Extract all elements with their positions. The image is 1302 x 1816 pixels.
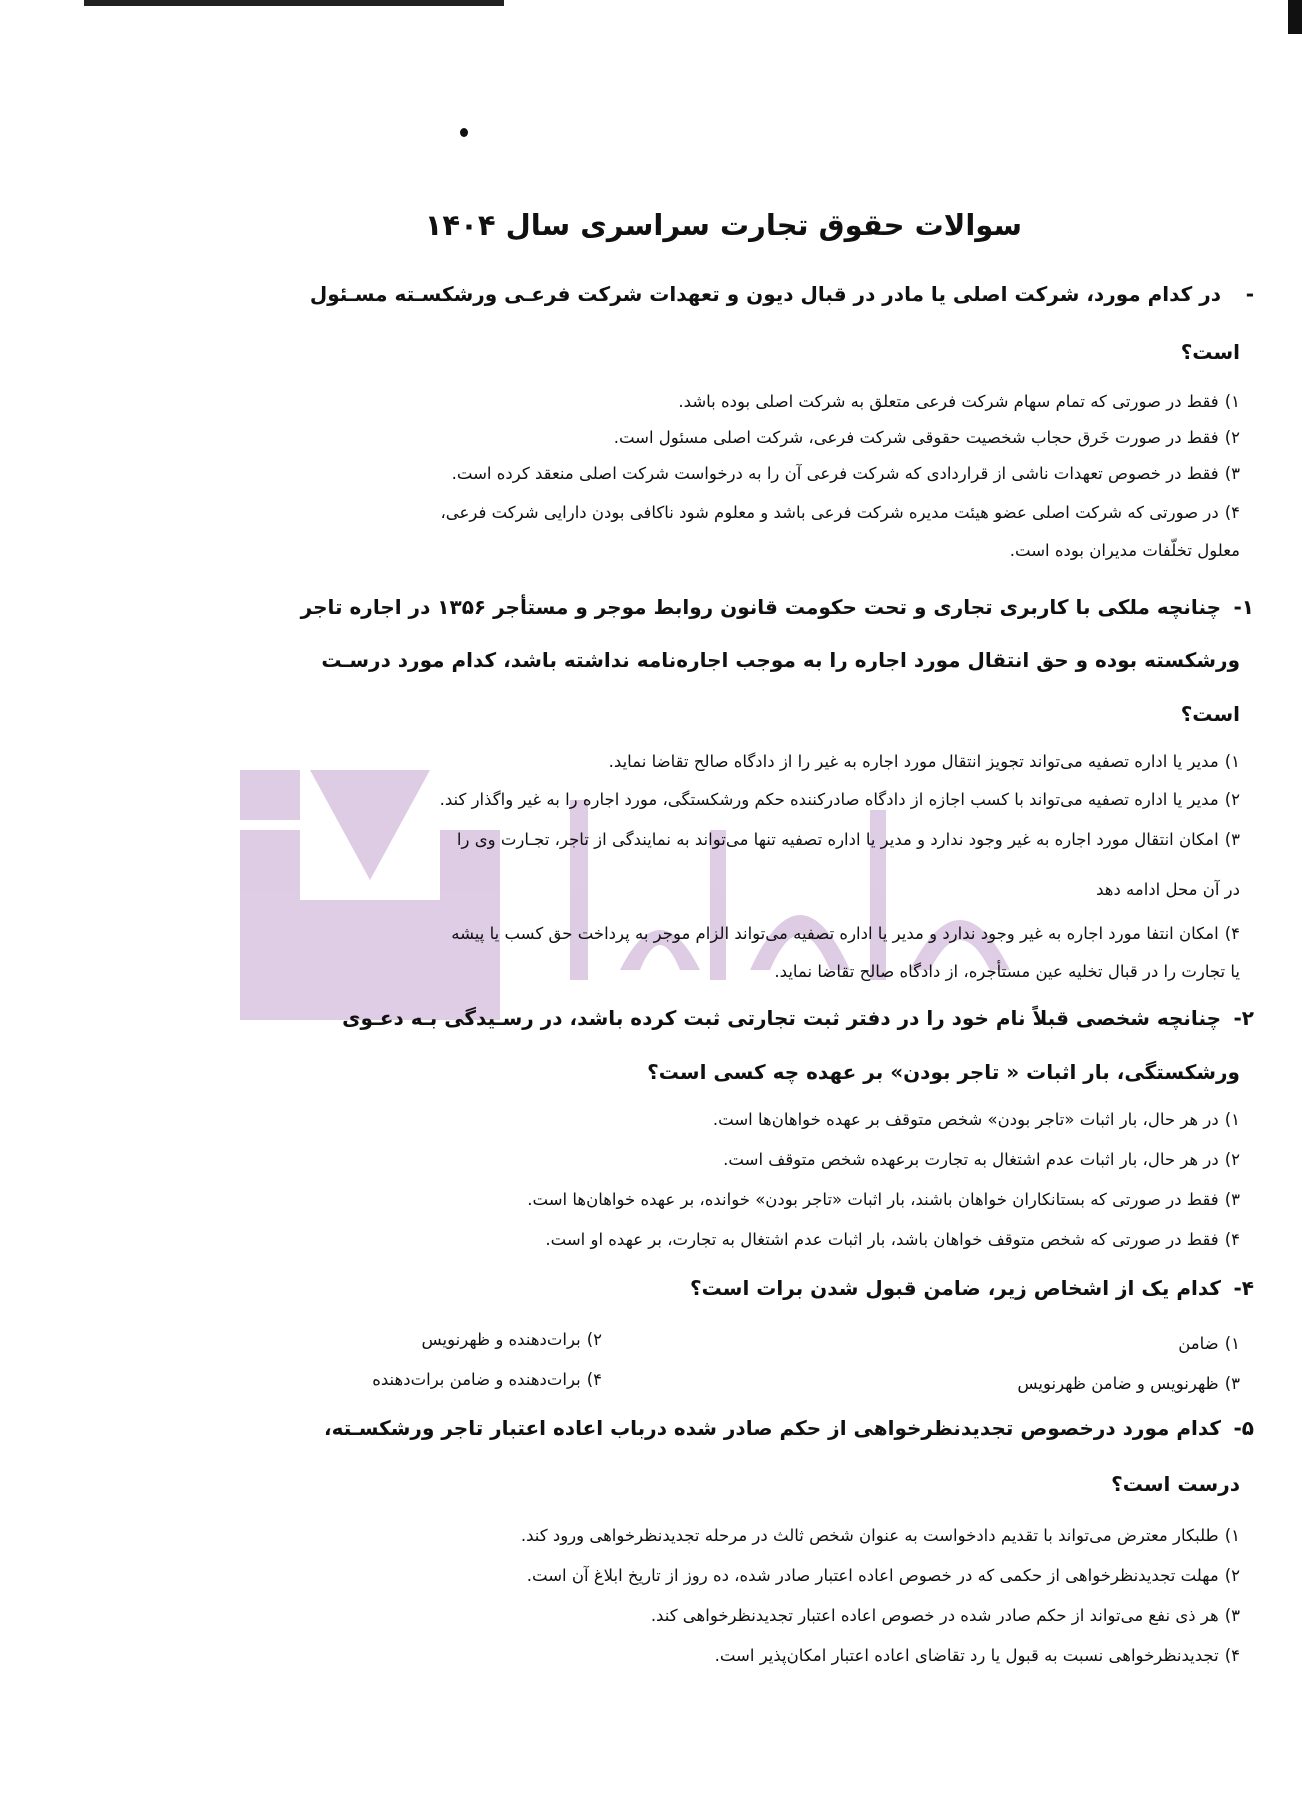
option-3: ۳)فقط در صورتی که بستانکاران خواهان باشند، بار اثبات «تاجر بودن» خوانده، بر عهده خواهان‌ها است. xyxy=(527,1190,1240,1209)
question-text: چنانچه ملکی با کاربری تجاری و تحت حکومت قانون روابط موجر و مستأجر ۱۳۵۶ در اجاره تاجر xyxy=(300,595,1222,619)
question-number: ۲- xyxy=(1233,1006,1254,1030)
option-3: ۳)فقط در خصوص تعهدات ناشی از قراردادی که شرکت فرعی آن را به درخواست شرکت اصلی منعقد کرده است. xyxy=(451,464,1240,483)
question-text-cont: ورشکستگی، بار اثبات « تاجر بودن» بر عهده چه کسی است؟ xyxy=(647,1060,1240,1084)
question-3-stem xyxy=(254,1006,1254,1030)
page-title: سوالات حقوق تجارت سراسری سال ۱۴۰۴ xyxy=(424,208,1022,242)
option-4: ۴)تجدیدنظرخواهی نسبت به قبول یا رد تقاضای اعاده اعتبار امکان‌پذیر است. xyxy=(714,1646,1240,1665)
question-text: کدام مورد درخصوص تجدیدنظرخواهی از حکم صادر شده درباب اعاده اعتبار تاجر ورشکسـته، xyxy=(324,1416,1222,1440)
question-text-cont: درست است؟ xyxy=(1111,1472,1240,1496)
question-text-cont: است؟ xyxy=(1180,340,1240,364)
option-3: ۳)امکان انتقال مورد اجاره به غیر وجود ندارد و مدیر یا اداره تصفیه تنها می‌تواند به نمایندگی از تاجر، تجـارت وی را xyxy=(456,830,1240,849)
option-1: ۱)فقط در صورتی که تمام سهام شرکت فرعی متعلق به شرکت اصلی بوده باشد. xyxy=(678,392,1240,411)
option-2: ۲)فقط در صورت خَرق حجاب شخصیت حقوقی شرکت فرعی، شرکت اصلی مسئول است. xyxy=(613,428,1240,447)
option-1: ۱)طلبکار معترض می‌تواند با تقدیم دادخواست به عنوان شخص ثالث در مرحله تجدیدنظرخواهی ورود کند. xyxy=(520,1526,1240,1545)
question-number: ۴- xyxy=(1233,1276,1254,1300)
option-2: ۲)مهلت تجدیدنظرخواهی از حکمی که در خصوص اعاده اعتبار صادر شده، ده روز از تاریخ ابلاغ آن است. xyxy=(526,1566,1240,1585)
option-4-cont: یا تجارت را در قبال تخلیه عین مستأجره، از دادگاه صالح تقاضا نماید. xyxy=(774,962,1240,981)
question-number: - xyxy=(1245,282,1254,306)
question-number: ۱- xyxy=(1233,595,1254,619)
question-1-stem xyxy=(254,282,1254,306)
question-number: ۵- xyxy=(1233,1416,1254,1440)
option-3-cont: در آن محل ادامه دهد xyxy=(1096,880,1240,899)
question-4-stem xyxy=(254,1276,1254,1300)
option-2: ۲)مدیر یا اداره تصفیه می‌تواند با کسب اجازه از دادگاه صادرکننده حکم ورشکستگی، مورد اجاره را به غیر واگذار کند. xyxy=(439,790,1240,809)
option-1: ۱)مدیر یا اداره تصفیه می‌تواند تجویز انتقال مورد اجاره به غیر را از دادگاه صالح تقاضا نماید. xyxy=(608,752,1240,771)
question-text: در کدام مورد، شرکت اصلی یا مادر در قبال دیون و تعهدات شرکت فرعـی ورشکسـته مسـئول xyxy=(309,282,1222,306)
question-text-cont: است؟ xyxy=(1180,702,1240,726)
question-text: کدام یک از اشخاص زیر، ضامن قبول شدن برات است؟ xyxy=(690,1276,1222,1300)
option-1: ۱)در هر حال، بار اثبات «تاجر بودن» شخص متوقف بر عهده خواهان‌ها است. xyxy=(712,1110,1240,1129)
option-4-cont: معلول تخلّفات مدیران بوده است. xyxy=(1009,541,1240,560)
question-text-cont: ورشکسته بوده و حق انتقال مورد اجاره را به موجب اجاره‌نامه نداشته باشد، کدام مورد درسـت xyxy=(321,648,1240,672)
option-4: ۴)امکان انتفا مورد اجاره به غیر وجود ندارد و مدیر یا اداره تصفیه می‌تواند الزام موجر به پرداخت حق کسب یا پیشه xyxy=(451,924,1240,943)
option-3: ۳)هر ذی نفع می‌تواند از حکم صادر شده در خصوص اعاده اعتبار تجدیدنظرخواهی کند. xyxy=(650,1606,1240,1625)
question-5-stem xyxy=(254,1416,1254,1440)
option-2: ۲)در هر حال، بار اثبات عدم اشتغال به تجارت برعهده شخص متوقف است. xyxy=(723,1150,1240,1169)
option-4: ۴)فقط در صورتی که شخص متوقف خواهان باشد، بار اثبات عدم اشتغال به تجارت، بر عهده او است. xyxy=(545,1230,1240,1249)
option-4: ۴)برات‌دهنده و ضامن برات‌دهنده xyxy=(372,1370,602,1389)
option-4: ۴)در صورتی که شرکت اصلی عضو هیئت مدیره شرکت فرعی باشد و معلوم شود ناکافی بودن دارایی شرکت فرعی، xyxy=(440,503,1240,522)
option-3: ۳)ظهرنویس و ضامن ظهرنویس xyxy=(1017,1374,1240,1393)
option-2: ۲)برات‌دهنده و ظهرنویس xyxy=(421,1330,602,1349)
question-2-stem xyxy=(254,595,1254,619)
question-text: چنانچه شخصی قبلاً نام خود را در دفتر ثبت تجارتی ثبت کرده باشد، در رسـیدگی بـه دعـوی xyxy=(342,1006,1222,1030)
option-1: ۱)ضامن xyxy=(1178,1334,1240,1353)
